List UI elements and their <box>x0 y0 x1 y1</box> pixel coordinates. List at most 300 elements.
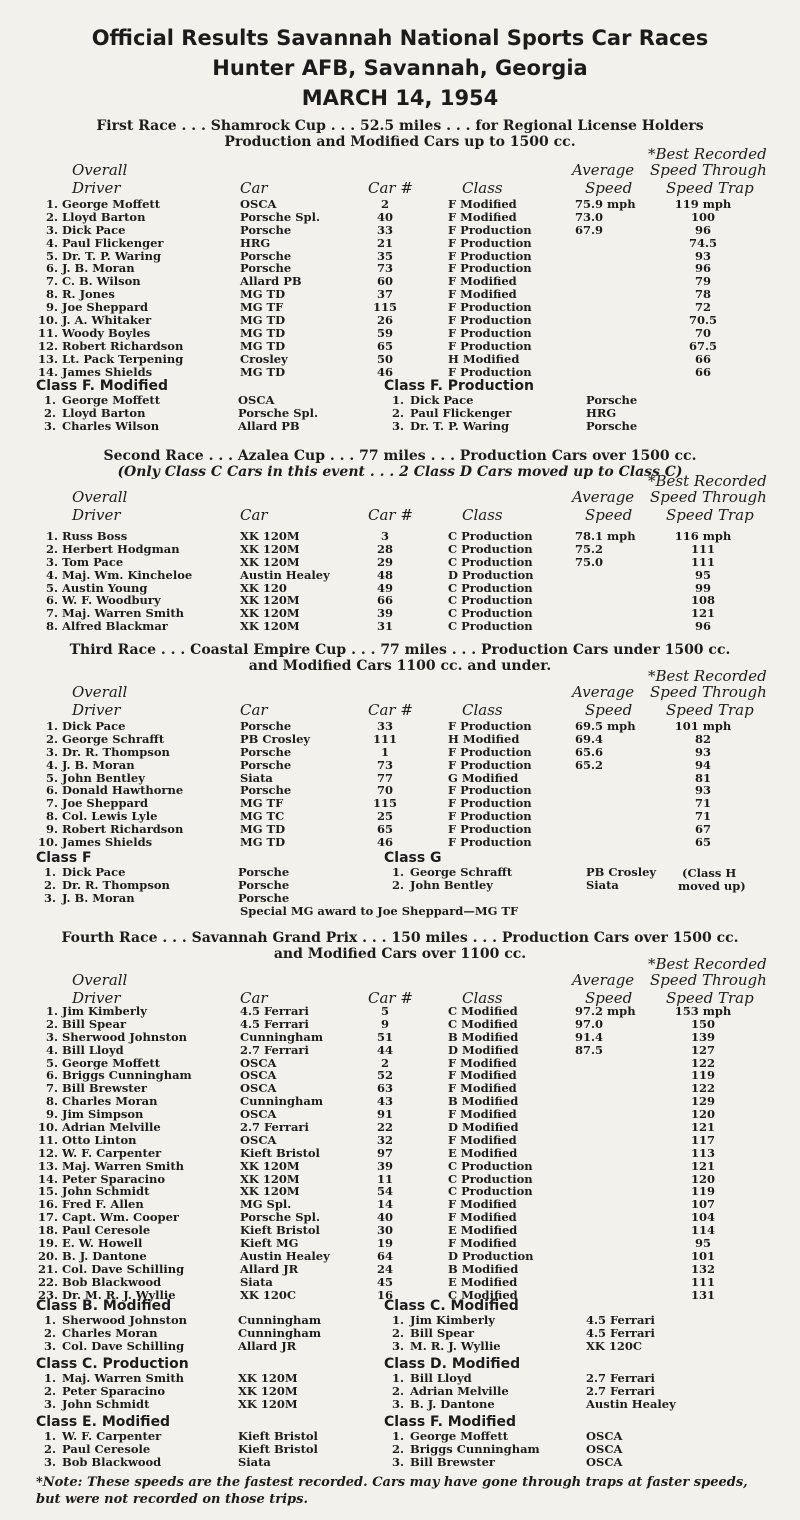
cell-class: E Modified <box>448 1274 518 1289</box>
results-table <box>0 1005 800 1301</box>
cell-car: OSCA <box>586 1441 623 1456</box>
cell-position: 10. <box>37 313 58 328</box>
cell-driver: B. J. Dantone <box>62 1248 147 1263</box>
cell-average-speed: 65.6 <box>575 744 604 759</box>
cell-driver: Bob Blackwood <box>62 1454 162 1469</box>
cell-position: 2. <box>43 877 56 892</box>
header-average: Average <box>572 161 635 179</box>
cell-class: C Production <box>448 1184 533 1199</box>
table-row <box>0 211 800 224</box>
cell-class: E Modified <box>448 1223 518 1238</box>
cell-trap-speed: 108 <box>690 593 715 608</box>
cell-car-number: 52 <box>376 1068 393 1083</box>
race-title: Third Race . . . Coastal Empire Cup . . . 77 miles . . . Production Cars under 1500 cc. <box>69 642 731 658</box>
cell-driver: John Schmidt <box>62 1184 150 1199</box>
cell-driver: Woody Boyles <box>62 325 151 340</box>
cell-class: F Production <box>448 719 532 733</box>
header-class: Class <box>462 701 503 719</box>
cell-class: F Production <box>448 783 532 798</box>
cell-car-number: 1 <box>380 744 389 759</box>
cell-driver: W. F. Carpenter <box>62 1429 162 1443</box>
cell-car-number: 24 <box>376 1261 393 1276</box>
cell-car: Allard PB <box>240 274 302 289</box>
cell-average-speed: 97.2 mph <box>575 1004 636 1018</box>
cell-driver: Dick Pace <box>62 865 126 879</box>
cell-class: B Modified <box>448 1261 519 1276</box>
cell-position: 1. <box>45 719 58 733</box>
cell-position: 3. <box>45 1029 58 1044</box>
cell-class: E Modified <box>448 1145 518 1160</box>
results-table <box>0 198 800 378</box>
cell-class: F Production <box>448 744 532 759</box>
cell-driver: Russ Boss <box>62 529 128 543</box>
cell-position: 4. <box>45 757 58 772</box>
cell-class: F Modified <box>448 274 517 289</box>
cell-trap-speed: 93 <box>694 783 711 798</box>
cell-car: Porsche Spl. <box>238 405 318 420</box>
header-driver: Driver <box>72 179 121 197</box>
class-row <box>384 1398 784 1411</box>
table-row <box>0 720 800 733</box>
cell-car-number: 48 <box>376 567 393 582</box>
cell-position: 2. <box>391 1383 404 1398</box>
cell-class: C Production <box>448 554 533 569</box>
cell-driver: Robert Richardson <box>62 822 184 837</box>
cell-car: Porsche Spl. <box>240 1210 320 1225</box>
class-row <box>36 407 436 420</box>
cell-driver: Bill Brewster <box>410 1454 495 1469</box>
cell-class: F Modified <box>448 1107 517 1122</box>
race-subtitle: and Modified Cars over 1100 cc. <box>273 946 527 962</box>
cell-position: 5. <box>45 1055 58 1070</box>
cell-driver: Alfred Blackmar <box>62 619 168 634</box>
table-row <box>0 746 800 759</box>
table-row <box>0 733 800 746</box>
cell-class: F Production <box>448 835 532 850</box>
class-row <box>384 1314 784 1327</box>
race-title: First Race . . . Shamrock Cup . . . 52.5 miles . . . for Regional License Holders <box>96 118 704 134</box>
cell-class: F Modified <box>448 1210 517 1225</box>
cell-driver: George Moffett <box>62 197 161 211</box>
cell-position: 4. <box>45 1042 58 1057</box>
cell-driver: Col. Dave Schilling <box>62 1338 185 1353</box>
header-car: Car <box>240 701 268 719</box>
table-row <box>0 353 800 366</box>
cell-car: Kieft Bristol <box>238 1441 318 1456</box>
header-overall: Overall <box>72 161 128 179</box>
cell-class: F Production <box>448 313 532 328</box>
cell-position: 19. <box>37 1236 58 1251</box>
table-row <box>0 275 800 288</box>
cell-driver: Austin Young <box>62 580 148 595</box>
cell-car-number: 43 <box>376 1094 393 1109</box>
cell-car: Siata <box>240 770 273 785</box>
cell-driver: Col. Dave Schilling <box>62 1261 185 1276</box>
header-speed: Speed <box>585 179 633 197</box>
cell-car-number: 40 <box>376 209 393 224</box>
cell-car: OSCA <box>240 1081 277 1096</box>
cell-driver: Paul Ceresole <box>62 1223 151 1238</box>
cell-car: XK 120M <box>238 1371 298 1385</box>
cell-car-number: 33 <box>376 719 393 733</box>
class-table <box>384 1372 784 1411</box>
table-row <box>0 366 800 379</box>
cell-car-number: 73 <box>376 757 393 772</box>
cell-driver: George Moffett <box>62 1055 161 1070</box>
cell-position: 16. <box>37 1197 58 1212</box>
cell-class: H Modified <box>448 351 520 366</box>
cell-position: 2. <box>391 1441 404 1456</box>
cell-car: XK 120C <box>240 1287 297 1302</box>
cell-car: Kieft MG <box>240 1236 299 1251</box>
cell-trap-speed: 117 <box>690 1132 715 1147</box>
cell-trap-speed: 78 <box>694 287 711 302</box>
cell-class: F Production <box>448 248 532 263</box>
cell-position: 2. <box>45 541 58 556</box>
cell-car: Siata <box>586 877 619 892</box>
cell-driver: Maj. Wm. Kincheloe <box>62 567 193 582</box>
class-row <box>36 866 436 879</box>
cell-position: 12. <box>37 338 58 353</box>
cell-car: Siata <box>240 1274 273 1289</box>
cell-car: Austin Healey <box>240 1248 330 1263</box>
cell-position: 1. <box>43 1313 56 1327</box>
class-title: Class F <box>36 850 92 866</box>
cell-class: B Modified <box>448 1094 519 1109</box>
table-row <box>0 1134 800 1147</box>
cell-position: 3. <box>391 1396 404 1411</box>
header-speed-trap: Speed Trap <box>666 506 754 524</box>
cell-car-number: 97 <box>376 1145 393 1160</box>
cell-average-speed: 97.0 <box>575 1016 604 1031</box>
cell-driver: Briggs Cunningham <box>62 1068 192 1083</box>
cell-position: 3. <box>43 418 56 433</box>
cell-class: F Modified <box>448 1068 517 1083</box>
page-subtitle-location: Hunter AFB, Savannah, Georgia <box>212 56 588 80</box>
cell-trap-speed: 121 <box>690 1120 715 1135</box>
cell-car-number: 37 <box>376 287 393 302</box>
table-row <box>0 1031 800 1044</box>
class-title: Class C. Modified <box>384 1298 519 1314</box>
cell-position: 2. <box>391 1325 404 1340</box>
cell-position: 14. <box>37 364 58 379</box>
cell-car: Austin Healey <box>586 1396 676 1411</box>
cell-driver: Charles Wilson <box>62 418 160 433</box>
cell-car-number: 46 <box>376 835 393 850</box>
cell-position: 10. <box>37 835 58 850</box>
cell-position: 6. <box>45 783 58 798</box>
cell-position: 1. <box>43 1429 56 1443</box>
class-title: Class F. Modified <box>384 1414 517 1430</box>
table-row <box>0 1160 800 1173</box>
cell-position: 2. <box>43 1325 56 1340</box>
cell-driver: Dr. T. P. Waring <box>62 248 162 263</box>
cell-class: C Production <box>448 1158 533 1173</box>
cell-car: XK 120C <box>586 1338 643 1353</box>
cell-position: 12. <box>37 1145 58 1160</box>
cell-car-number: 49 <box>376 580 393 595</box>
cell-car-number: 70 <box>376 783 393 798</box>
cell-driver: Donald Hawthorne <box>62 783 184 798</box>
cell-driver: C. B. Wilson <box>62 274 141 289</box>
cell-car-number: 11 <box>376 1171 393 1186</box>
cell-class: C Production <box>448 593 533 608</box>
cell-trap-speed: 129 <box>690 1094 715 1109</box>
cell-car-number: 14 <box>376 1197 393 1212</box>
cell-car-number: 28 <box>376 541 393 556</box>
cell-car: Crosley <box>240 351 288 366</box>
cell-position: 3. <box>45 744 58 759</box>
cell-class: F Production <box>448 300 532 315</box>
cell-average-speed: 65.2 <box>575 757 604 772</box>
cell-position: 1. <box>45 1004 58 1018</box>
cell-position: 5. <box>45 580 58 595</box>
cell-position: 2. <box>45 731 58 746</box>
cell-class: C Production <box>448 580 533 595</box>
cell-trap-speed: 93 <box>694 744 711 759</box>
cell-driver: W. F. Carpenter <box>62 1145 162 1160</box>
cell-position: 7. <box>45 606 58 621</box>
header-speed-trap: Speed Trap <box>666 701 754 719</box>
cell-car-number: 26 <box>376 313 393 328</box>
class-row <box>36 1327 436 1340</box>
table-row <box>0 543 800 556</box>
cell-driver: Bill Spear <box>410 1325 475 1340</box>
cell-trap-speed: 96 <box>694 619 711 634</box>
cell-trap-speed: 71 <box>694 809 711 824</box>
cell-position: 8. <box>45 1094 58 1109</box>
cell-car-number: 91 <box>376 1107 393 1122</box>
cell-class: F Production <box>448 222 532 237</box>
table-row <box>0 1263 800 1276</box>
cell-driver: Tom Pace <box>62 554 124 569</box>
cell-class: C Production <box>448 1171 533 1186</box>
cell-average-speed: 67.9 <box>575 222 604 237</box>
cell-driver: George Moffett <box>410 1429 509 1443</box>
table-row <box>0 314 800 327</box>
cell-class: C Production <box>448 619 533 634</box>
cell-driver: Joe Sheppard <box>62 300 149 315</box>
cell-car-number: 19 <box>376 1236 393 1251</box>
cell-position: 14. <box>37 1171 58 1186</box>
cell-position: 7. <box>45 796 58 811</box>
cell-car: Siata <box>238 1454 271 1469</box>
cell-trap-speed: 66 <box>694 364 711 379</box>
class-title: Class F. Modified <box>36 378 169 394</box>
class-row <box>36 1398 436 1411</box>
cell-trap-speed: 127 <box>690 1042 715 1057</box>
cell-average-speed: 91.4 <box>575 1029 604 1044</box>
header-speed-through: Speed Through <box>650 683 767 701</box>
cell-driver: M. R. J. Wyllie <box>410 1338 501 1353</box>
cell-average-speed: 75.2 <box>575 541 604 556</box>
cell-class: F Modified <box>448 287 517 302</box>
cell-average-speed: 73.0 <box>575 209 604 224</box>
cell-trap-speed: 99 <box>694 580 711 595</box>
cell-trap-speed: 119 mph <box>674 197 732 211</box>
cell-position: 1. <box>43 865 56 879</box>
cell-average-speed: 78.1 mph <box>575 529 636 543</box>
cell-car: MG TC <box>240 809 285 824</box>
header-car-number: Car # <box>368 506 413 524</box>
cell-class: B Modified <box>448 1029 519 1044</box>
cell-trap-speed: 93 <box>694 248 711 263</box>
cell-trap-speed: 107 <box>690 1197 715 1212</box>
cell-car: OSCA <box>586 1454 623 1469</box>
class-title: Class F. Production <box>384 378 534 394</box>
cell-car-number: 45 <box>376 1274 393 1289</box>
cell-position: 18. <box>37 1223 58 1238</box>
cell-trap-speed: 94 <box>694 757 711 772</box>
cell-trap-speed: 67 <box>694 822 711 837</box>
cell-car: Porsche <box>240 248 292 263</box>
cell-driver: Charles Moran <box>62 1094 158 1109</box>
cell-driver: Dr. T. P. Waring <box>410 418 510 433</box>
table-row <box>0 327 800 340</box>
cell-car: MG TD <box>240 325 286 340</box>
class-row <box>36 420 436 433</box>
cell-trap-speed: 120 <box>690 1107 715 1122</box>
cell-trap-speed: 66 <box>694 351 711 366</box>
cell-driver: W. F. Woodbury <box>62 593 161 608</box>
cell-driver: Herbert Hodgman <box>62 541 180 556</box>
cell-car: Porsche <box>240 222 292 237</box>
cell-driver: Lt. Pack Terpening <box>62 351 184 366</box>
cell-car: MG TD <box>240 835 286 850</box>
cell-driver: George Schrafft <box>410 865 513 879</box>
header-car: Car <box>240 179 268 197</box>
cell-class: C Production <box>448 541 533 556</box>
cell-driver: Maj. Warren Smith <box>62 1371 185 1385</box>
cell-class: C Modified <box>448 1004 518 1018</box>
cell-car: Kieft Bristol <box>238 1429 318 1443</box>
cell-car: MG TD <box>240 822 286 837</box>
cell-class: D Modified <box>448 1120 519 1135</box>
cell-trap-speed: 111 <box>690 1274 715 1289</box>
class-table <box>384 394 784 433</box>
cell-car-number: 115 <box>372 796 397 811</box>
cell-car-number: 40 <box>376 1210 393 1225</box>
cell-trap-speed: 82 <box>694 731 711 746</box>
cell-trap-speed: 116 mph <box>674 529 732 543</box>
cell-car-number: 2 <box>380 197 389 211</box>
class-table <box>36 394 436 433</box>
cell-car: XK 120M <box>240 1184 300 1199</box>
cell-car: PB Crosley <box>240 731 311 746</box>
cell-class: C Production <box>448 529 533 543</box>
cell-car: Porsche <box>238 890 290 905</box>
cell-trap-speed: 150 <box>690 1016 715 1031</box>
cell-position: 2. <box>45 1016 58 1031</box>
cell-driver: E. W. Howell <box>62 1236 143 1251</box>
cell-driver: J. B. Moran <box>62 890 135 905</box>
cell-car: XK 120M <box>240 541 300 556</box>
cell-car-number: 73 <box>376 261 393 276</box>
cell-driver: Jim Simpson <box>62 1107 144 1122</box>
header-speed-trap: Speed Trap <box>666 179 754 197</box>
cell-car: Porsche <box>238 877 290 892</box>
cell-position: 17. <box>37 1210 58 1225</box>
cell-trap-speed: 119 <box>690 1184 715 1199</box>
cell-car-number: 115 <box>372 300 397 315</box>
cell-class: F Production <box>448 757 532 772</box>
table-row <box>0 1250 800 1263</box>
cell-position: 2. <box>45 209 58 224</box>
header-best-recorded: *Best Recorded <box>648 667 767 685</box>
cell-driver: Jim Kimberly <box>62 1004 147 1018</box>
cell-class: D Modified <box>448 1042 519 1057</box>
cell-car: OSCA <box>240 197 277 211</box>
cell-car-number: 39 <box>376 606 393 621</box>
cell-position: 2. <box>43 1441 56 1456</box>
class-row <box>36 1340 436 1353</box>
header-average: Average <box>572 488 635 506</box>
cell-driver: Lloyd Barton <box>62 209 146 224</box>
cell-car: Kieft Bristol <box>240 1223 320 1238</box>
cell-car-number: 44 <box>376 1042 393 1057</box>
header-speed-through: Speed Through <box>650 971 767 989</box>
class-table <box>36 1314 436 1353</box>
cell-car: MG Spl. <box>240 1197 292 1212</box>
cell-car-number: 77 <box>376 770 393 785</box>
cell-position: 23. <box>37 1287 58 1302</box>
cell-position: 1. <box>43 1371 56 1385</box>
cell-driver: John Bentley <box>62 770 145 785</box>
cell-car: HRG <box>240 235 271 250</box>
cell-car: PB Crosley <box>586 865 657 879</box>
class-row <box>384 1340 784 1353</box>
cell-class: F Modified <box>448 1081 517 1096</box>
cell-class: F Production <box>448 796 532 811</box>
cell-trap-speed: 96 <box>694 222 711 237</box>
cell-class: C Production <box>448 606 533 621</box>
cell-position: 22. <box>37 1274 58 1289</box>
cell-car: MG TF <box>240 796 284 811</box>
cell-driver: Sherwood Johnston <box>62 1029 187 1044</box>
table-row <box>0 1018 800 1031</box>
cell-driver: Paul Flickenger <box>62 235 164 250</box>
class-table <box>36 1372 436 1411</box>
class-row <box>384 1327 784 1340</box>
cell-position: 4. <box>45 567 58 582</box>
cell-car-number: 63 <box>376 1081 393 1096</box>
cell-position: 10. <box>37 1120 58 1135</box>
cell-position: 3. <box>391 418 404 433</box>
table-row <box>0 1121 800 1134</box>
cell-class: C Modified <box>448 1016 518 1031</box>
cell-car: Allard PB <box>238 418 300 433</box>
cell-position: 3. <box>391 1454 404 1469</box>
cell-trap-speed: 96 <box>694 261 711 276</box>
cell-car: MG TD <box>240 313 286 328</box>
cell-driver: Bill Lloyd <box>410 1371 472 1385</box>
class-row <box>36 394 436 407</box>
cell-car-number: 60 <box>376 274 393 289</box>
cell-driver: Bill Spear <box>62 1016 127 1031</box>
header-speed-through: Speed Through <box>650 488 767 506</box>
cell-car: 4.5 Ferrari <box>240 1016 309 1031</box>
cell-position: 5. <box>45 770 58 785</box>
cell-car: 4.5 Ferrari <box>240 1004 309 1018</box>
cell-average-speed: 87.5 <box>575 1042 604 1057</box>
cell-position: 5. <box>45 248 58 263</box>
header-average: Average <box>572 683 635 701</box>
cell-average-speed: 75.0 <box>575 554 604 569</box>
cell-position: 6. <box>45 261 58 276</box>
cell-position: 1. <box>45 197 58 211</box>
cell-position: 20. <box>37 1248 58 1263</box>
cell-position: 9. <box>45 822 58 837</box>
